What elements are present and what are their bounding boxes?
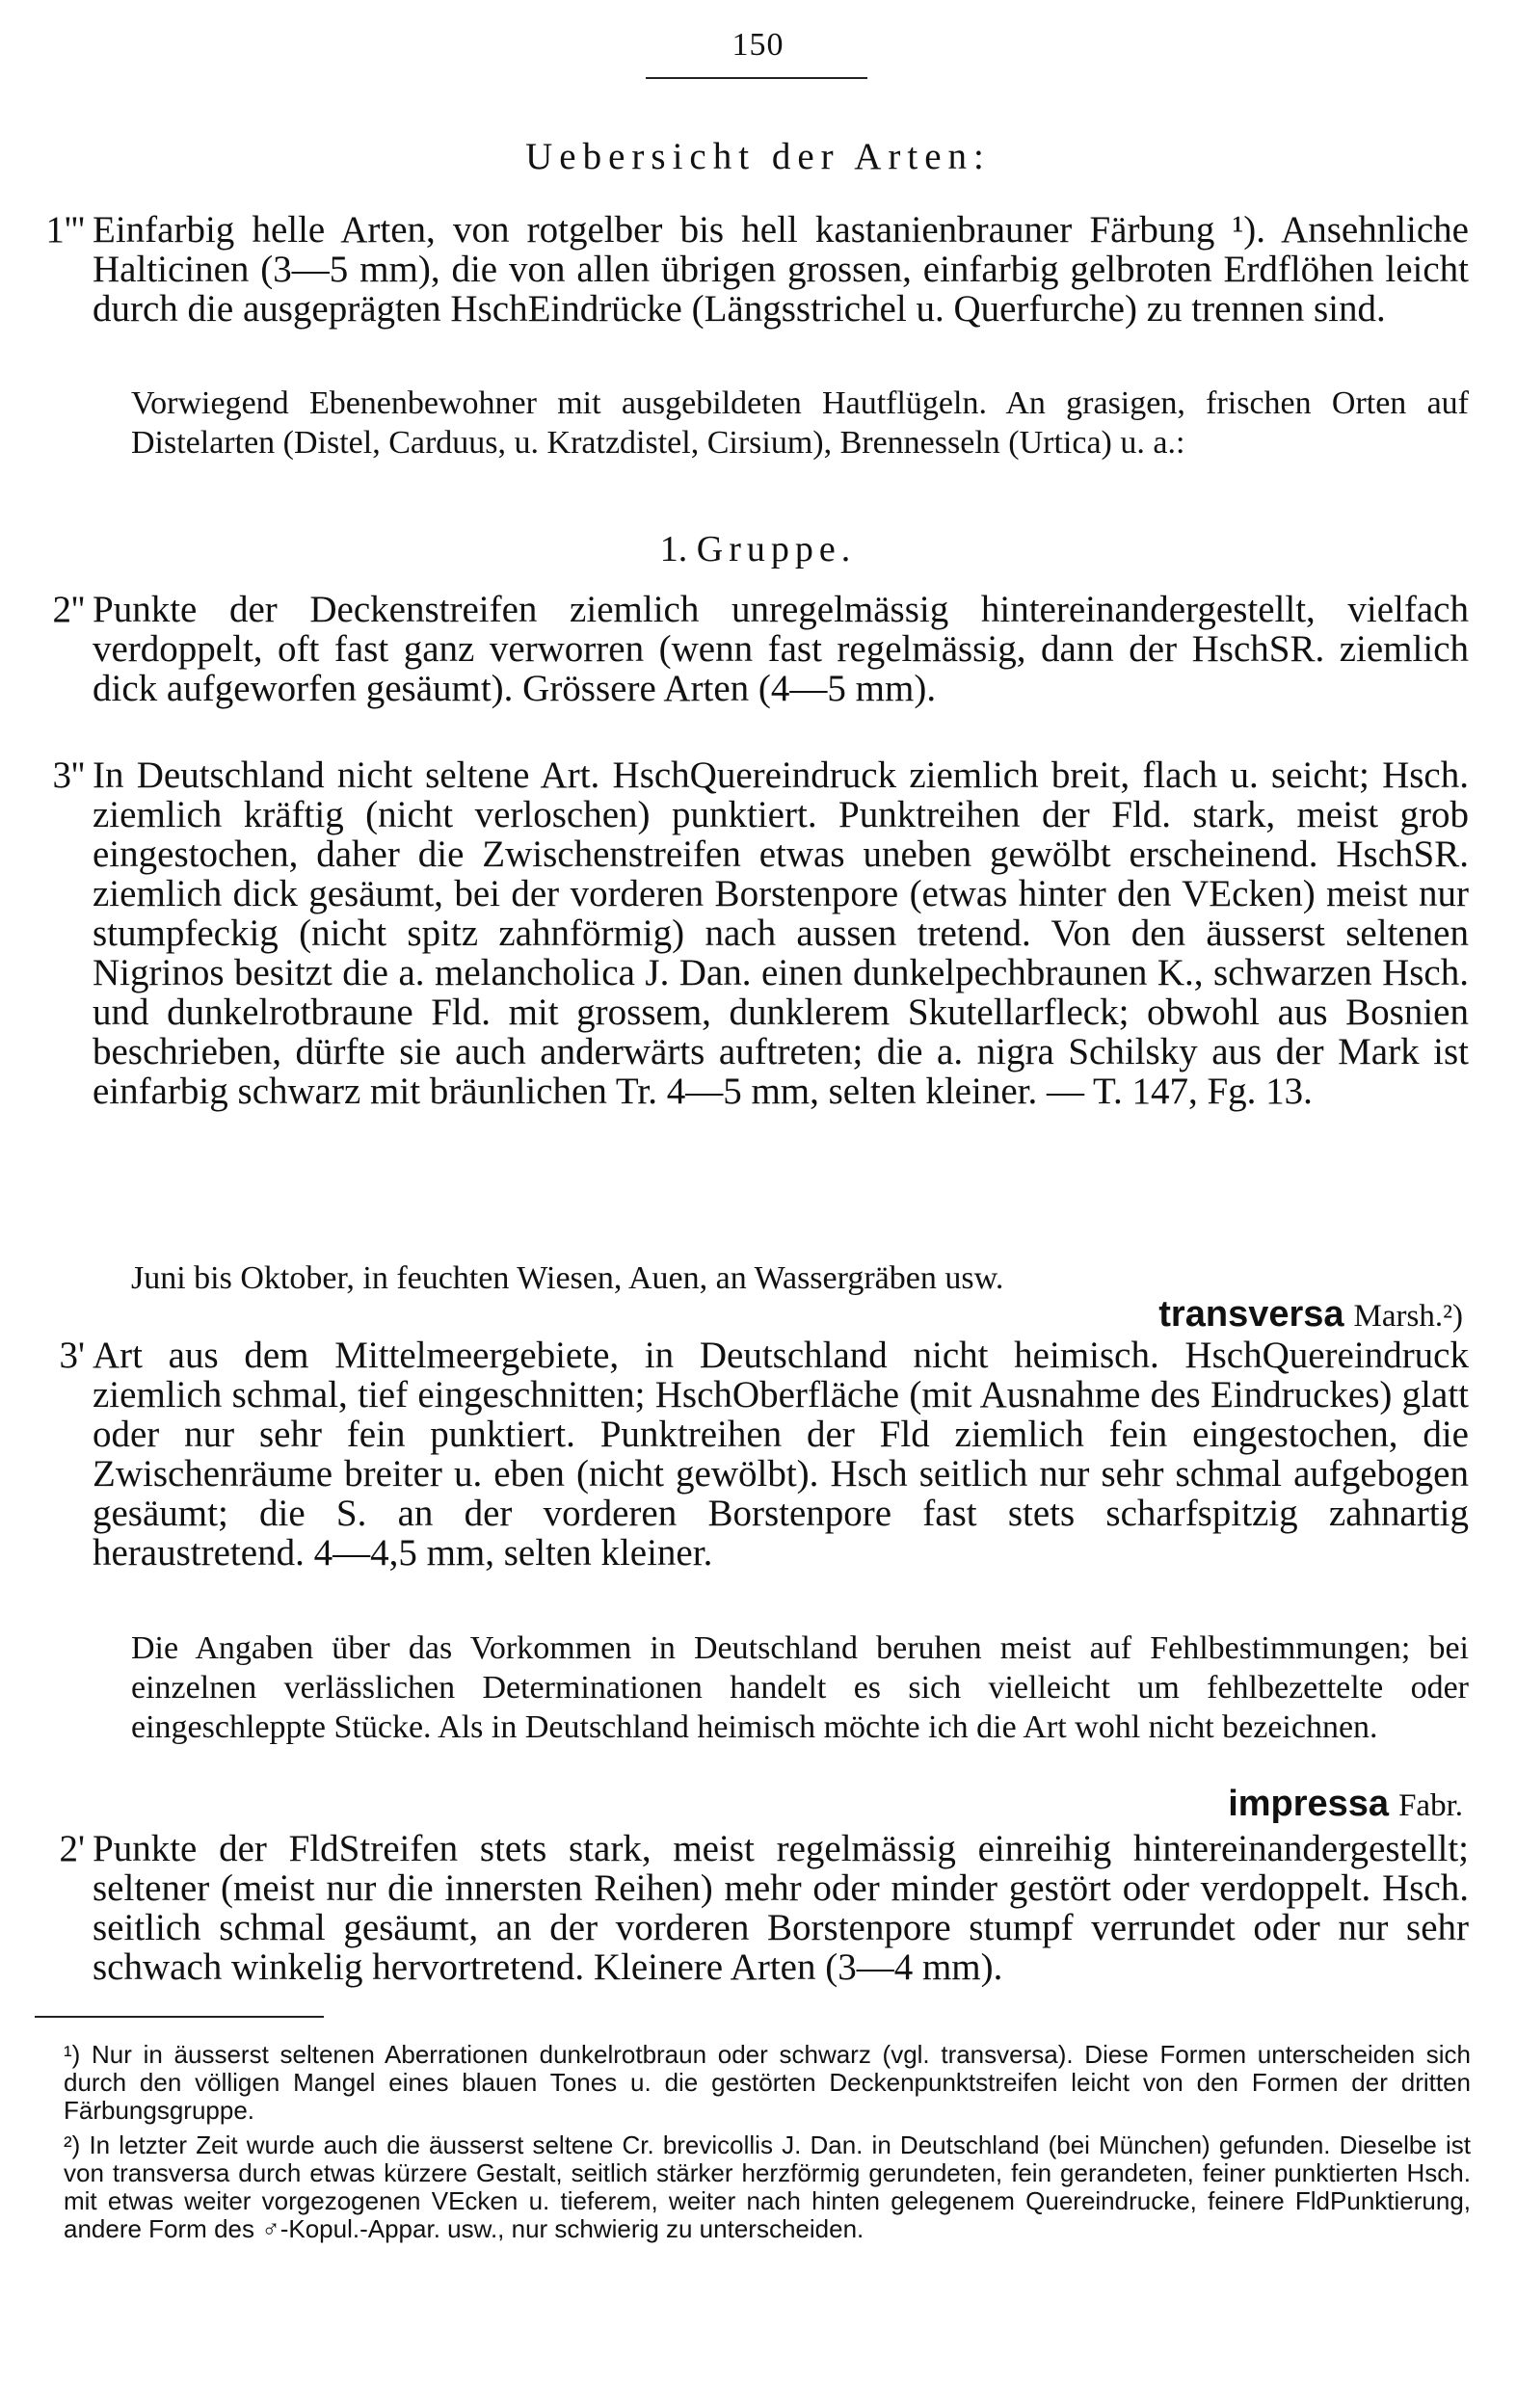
footnote-rule	[35, 2016, 324, 2018]
group-number: 1.	[659, 529, 688, 569]
footnote-1	[35, 2041, 1471, 2125]
key-entry-3a	[52, 754, 1469, 1112]
key-text: Punkte der Deckenstreifen ziemlich unregelmässig hintereinandergestellt, vielfach verdoppelt, oft fast ganz verworren (wenn fast regelmässig, dann der HschSR. ziemlich dick aufgeworfen gesäumt). Grössere Arten (4—5 mm).	[93, 589, 1469, 709]
footnote-text: ²) In letzter Zeit wurde auch die äusserst seltene Cr. brevicollis J. Dan. in Deutschland (bei München) gefunden. Dieselbe ist von transversa durch etwas kürzere Gestalt, seitlich stärker herzförmig gerundeten, fein gerandeten, feiner punktierten Hsch. mit etwas weiter vorgezogenen VEcken u. tieferem, weiter nach hinten gelegenem Quereindrucke, feinere FldPunktierung, andere Form des ♂-Kopul.-Appar. usw., nur schwierig zu unterscheiden.	[64, 2130, 1471, 2243]
key-marker: 3''	[52, 754, 85, 796]
key-marker: 2'	[59, 1828, 85, 1869]
key-marker: 1'''	[45, 209, 85, 251]
key-entry-2a	[52, 589, 1469, 709]
habitat-note: Vorwiegend Ebenenbewohner mit ausgebildeten Hautflügeln. An grasigen, frischen Orten auf Distelarten (Distel, Carduus, u. Kratzdistel, Cirsium), Brennesseln (Urtica) u. a.:	[131, 385, 1469, 461]
key-entry-1	[45, 209, 1469, 330]
group-title	[0, 528, 1516, 570]
key-entry-3b	[59, 1335, 1469, 1574]
header-rule	[646, 77, 867, 79]
key-marker: 3'	[59, 1335, 85, 1376]
group-word: Gruppe.	[696, 529, 857, 569]
habitat-note: Juni bis Oktober, in feuchten Wiesen, Auen, an Wassergräben usw.	[131, 1260, 1004, 1296]
footnote-2	[35, 2131, 1471, 2243]
key-entry-2b	[59, 1828, 1469, 1988]
key-text: In Deutschland nicht seltene Art. HschQuereindruck ziemlich breit, flach u. seicht; Hsch. ziemlich kräftig (nicht verloschen) punktiert. Punktreihen der Fld. stark, meist grob eingestochen, daher die Zwischenstreifen etwas uneben gewölbt erscheinend. HschSR. ziemlich dick gesäumt, bei der vorderen Borstenpore (etwas hinter den VEcken) meist nur stumpfeckig (nicht spitz zahnförmig) nach aussen tretend. Von den äusserst seltenen Nigrinos besitzt die a. melancholica J. Dan. einen dunkelpechbraunen K., schwarzen Hsch. und dunkelrotbraune Fld. mit grossem, dunklerem Skutellarfleck; obwohl aus Bosnien beschrieben, dürfte sie auch anderwärts auftreten; die a. nigra Schilsky aus der Mark ist einfarbig schwarz mit bräunlichen Tr. 4—5 mm, selten kleiner. — T. 147, Fg. 13.	[93, 754, 1469, 1112]
species-epithet: transversa	[1158, 1294, 1344, 1335]
footnote-text: ¹) Nur in äusserst seltenen Aberrationen dunkelrotbraun oder schwarz (vgl. transversa). Diese Formen unterscheiden sich durch den völligen Mangel eines blauen Tones u. die gestörten Deckenpunktstreifen leicht von den Formen der dritten Färbungsgruppe.	[64, 2040, 1471, 2125]
page-number: 150	[731, 27, 785, 63]
key-text: Punkte der FldStreifen stets stark, meist regelmässig einreihig hintereinandergestellt; seltener (meist nur die innersten Reihen) mehr oder minder gestört oder verdoppelt. Hsch. seitlich schmal gesäumt, an der vorderen Borstenpore stumpf verrundet oder nur sehr schwach winkelig hervortretend. Kleinere Arten (3—4 mm).	[93, 1828, 1469, 1988]
key-text: Art aus dem Mittelmeergebiete, in Deutschland nicht heimisch. HschQuereindruck ziemlich schmal, tief eingeschnitten; HschOberfläche (mit Ausnahme des Eindruckes) glatt oder nur sehr fein punktiert. Punktreihen der Fld ziemlich fein eingestochen, die Zwischenräume breiter u. eben (nicht gewölbt). Hsch seitlich nur sehr schmal aufgebogen gesäumt; die S. an der vorderen Borstenpore fast stets scharfspitzig zahnartig heraustretend. 4—4,5 mm, selten kleiner.	[93, 1335, 1469, 1574]
species-author: Marsh.²)	[1353, 1299, 1463, 1334]
key-marker: 2''	[52, 589, 85, 630]
distribution-note: Die Angaben über das Vorkommen in Deutschland beruhen meist auf Fehlbestimmungen; bei einzelnen verlässlichen Determinationen handelt es sich vielleicht um fehlbezettelte oder eingeschleppte Stücke. Als in Deutschland heimisch möchte ich die Art wohl nicht bezeichnen.	[131, 1630, 1469, 1745]
species-author: Fabr.	[1398, 1788, 1463, 1823]
key-text: Einfarbig helle Arten, von rotgelber bis hell kastanienbrauner Färbung ¹). Ansehnliche Halticinen (3—5 mm), die von allen übrigen grossen, einfarbig gelbroten Erdflöhen leicht durch die ausgeprägten HschEindrücke (Längsstrichel u. Querfurche) zu trennen sind.	[93, 209, 1469, 330]
species-epithet: impressa	[1228, 1784, 1390, 1824]
species-name-transversa	[0, 1293, 1463, 1336]
species-name-impressa	[0, 1783, 1463, 1825]
section-heading: Uebersicht der Arten:	[525, 136, 991, 177]
